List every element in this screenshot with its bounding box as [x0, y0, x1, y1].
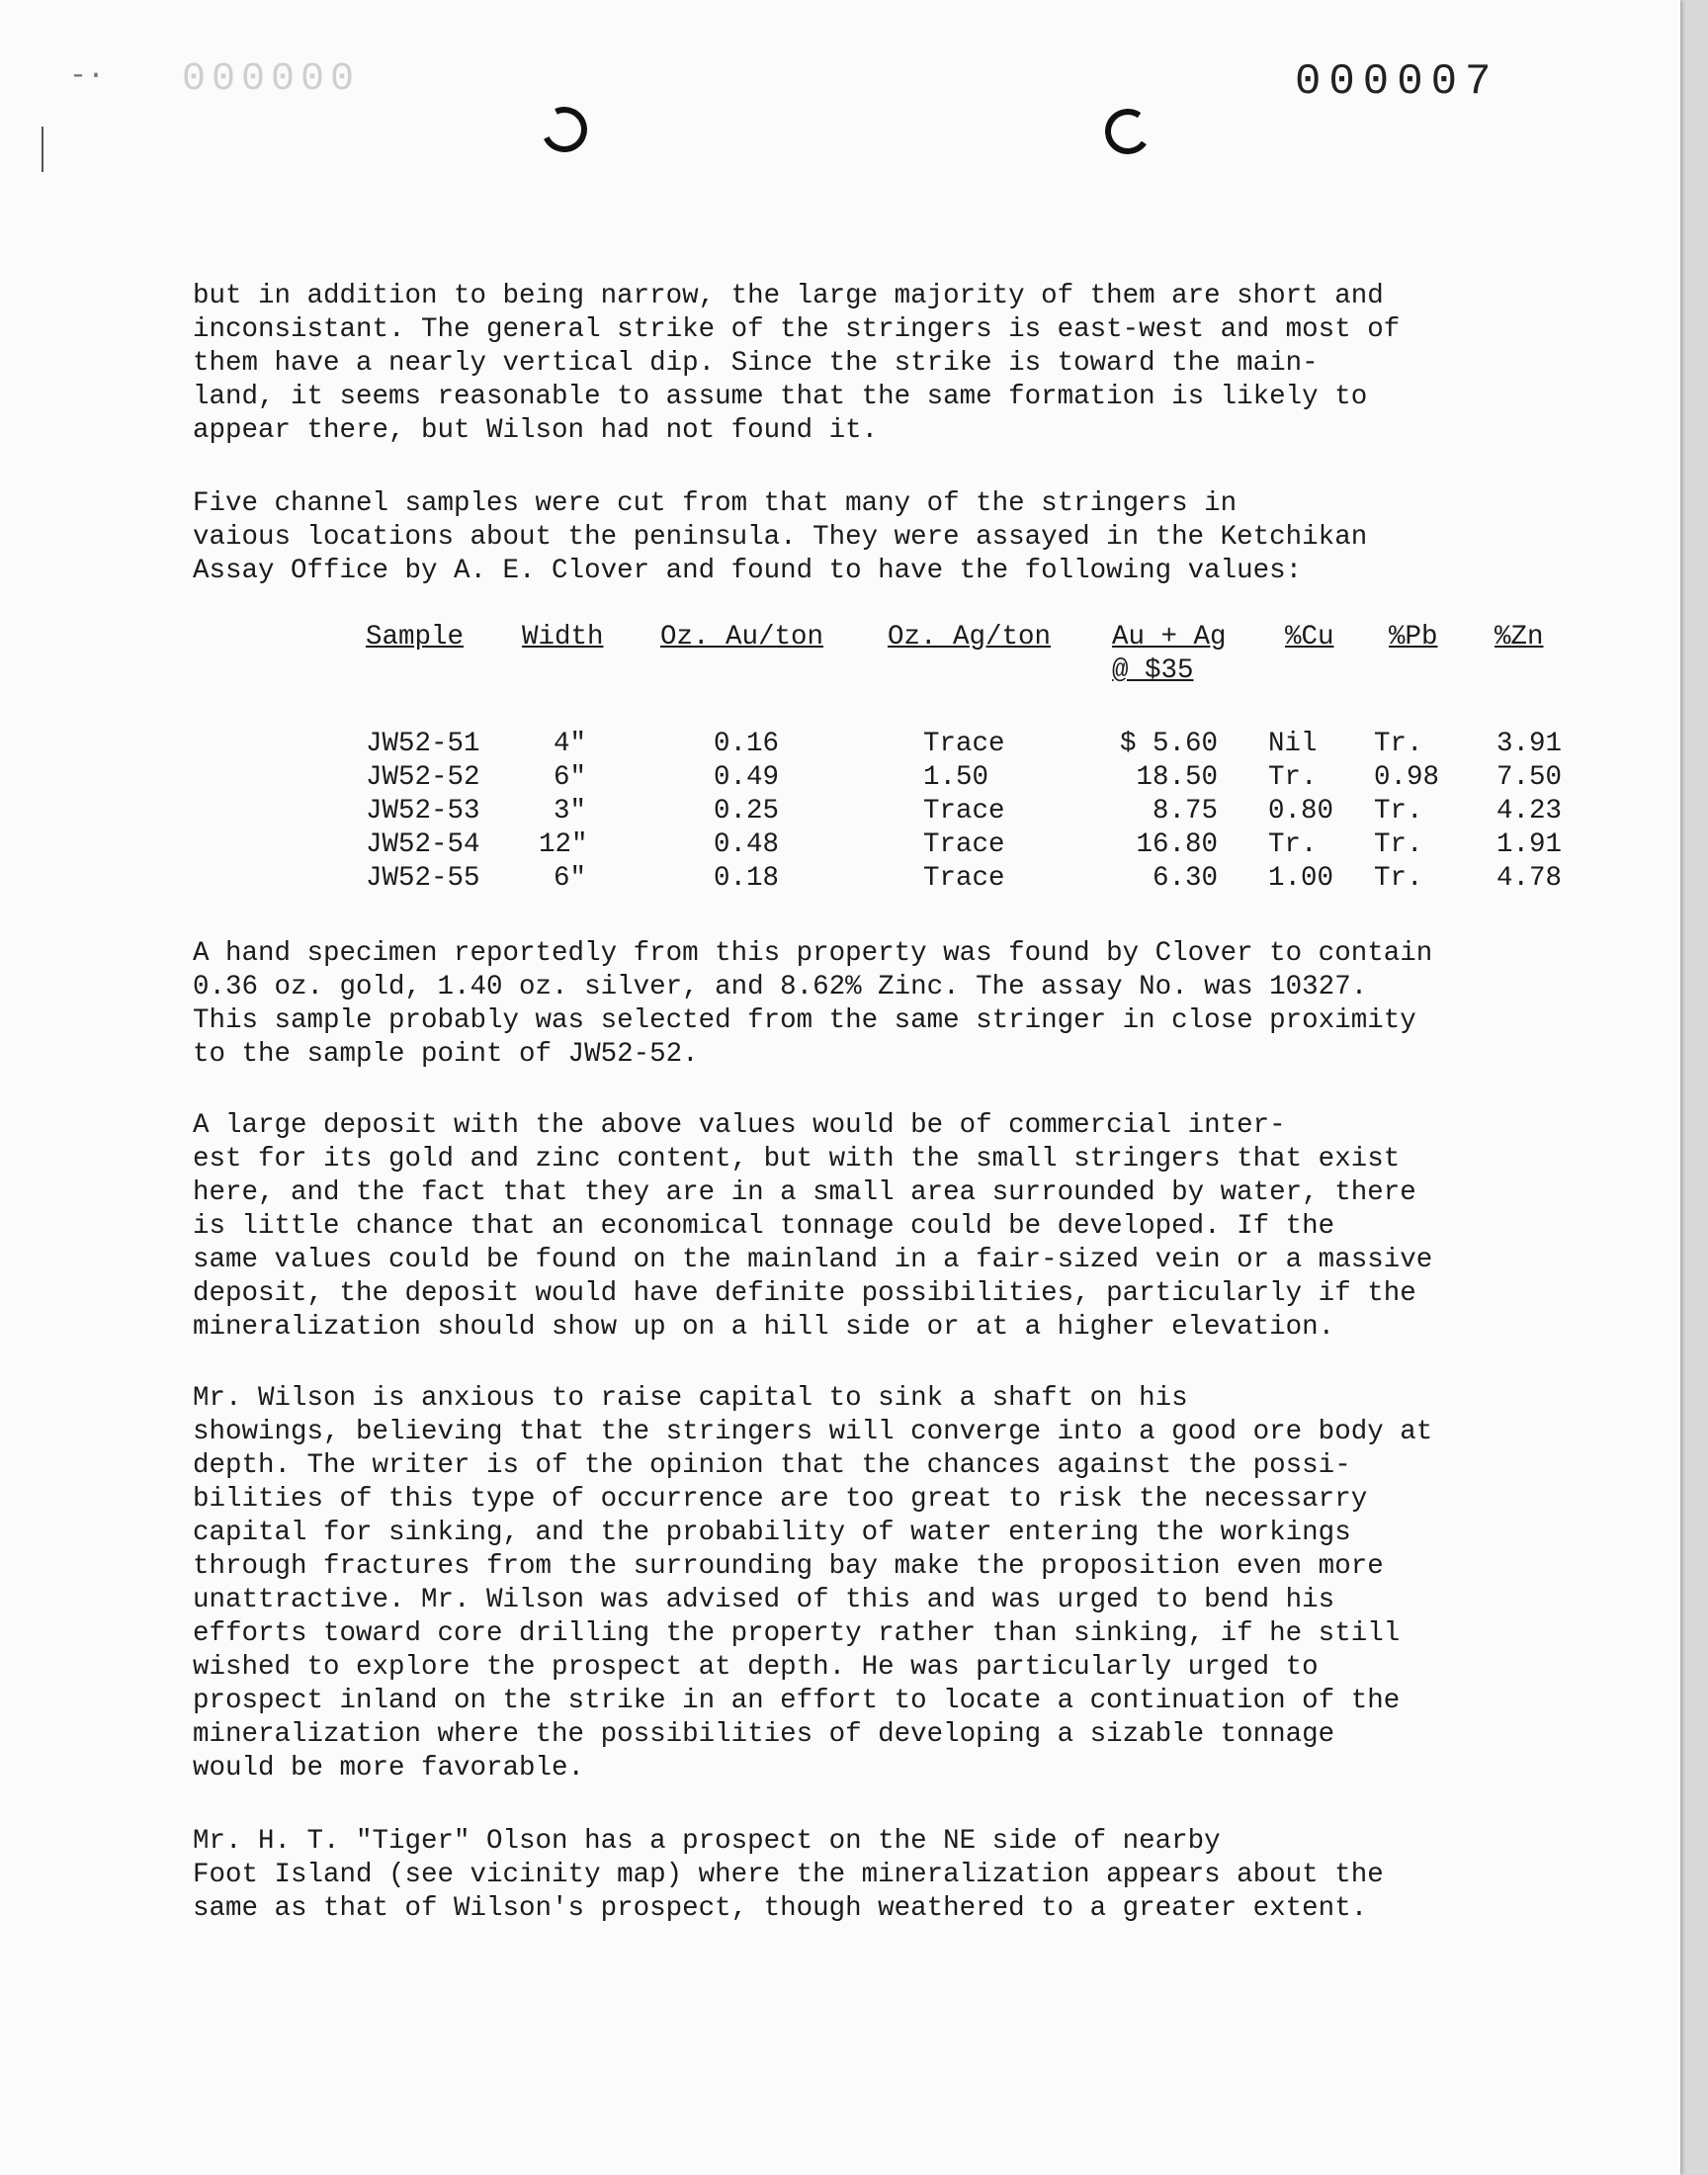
table-cell-value: 6.30	[1152, 863, 1218, 894]
table-cell-sample: JW52-55	[366, 863, 480, 894]
table-cell-au: 0.18	[714, 863, 780, 894]
table-cell-pb: Tr.	[1374, 829, 1423, 860]
table-cell-cu: 1.00	[1268, 863, 1334, 894]
table-cell-ag: Trace	[923, 863, 1005, 894]
table-cell-width: 6"	[554, 762, 587, 793]
table-cell-zn: 3.91	[1495, 729, 1562, 759]
table-header-zn: %Zn	[1494, 622, 1544, 652]
table-cell-au: 0.48	[714, 829, 780, 860]
table-header-sample: Sample	[366, 622, 465, 652]
table-cell-sample: JW52-52	[366, 762, 480, 793]
table-cell-au: 0.49	[714, 762, 780, 793]
table-cell-value: 8.75	[1152, 796, 1218, 826]
table-cell-value: $ 5.60	[1119, 729, 1218, 759]
table-header-au-ag: Au + Ag	[1112, 622, 1227, 652]
table-cell-cu: Nil	[1268, 729, 1318, 759]
table-cell-au: 0.16	[714, 729, 780, 759]
table-cell-au: 0.25	[714, 796, 780, 826]
table-cell-sample: JW52-51	[366, 729, 480, 759]
paragraph-wilson-capital: Mr. Wilson is anxious to raise capital to sink a shaft on his showings, believing that the stringers will converge into a good ore body at depth. The writer is of the opinion that the chances against the possi- bilities of this type of occurrence are too great to risk the necessarry capital for sinking, and the probability of water entering the workings through fractures from the surrounding bay make the proposition even more unattractive. Mr. Wilson was advised of this and was urged to bend his efforts toward core drilling the property rather than sinking, if he still wished to explore the prospect at depth. He was particularly urged to prospect inland on the strike in an effort to locate a continuation of the mineralization where the possibilities of developing a sizable tonnage would be more favorable.	[193, 1383, 1433, 1784]
table-cell-pb: Tr.	[1374, 863, 1423, 894]
table-cell-cu: Tr.	[1268, 762, 1318, 793]
table-cell-width: 3"	[554, 796, 587, 826]
table-cell-zn: 4.23	[1495, 796, 1562, 826]
paragraph-deposit-assessment: A large deposit with the above values would be of commercial inter- est for its gold and zinc content, but with the small stringers that exist here, and the fact that they are in a small area surrounded by water, there is little chance that an economical tonnage could be developed. If the same values could be found on the mainland in a fair-sized vein or a massive deposit, the deposit would have definite possibilities, particularly if the mineralization should show up on a hill side or at a higher elevation.	[193, 1110, 1433, 1343]
table-header-ag: Oz. Ag/ton	[888, 622, 1052, 652]
paragraph-hand-specimen: A hand specimen reportedly from this property was found by Clover to contain 0.36 oz. gold, 1.40 oz. silver, and 8.62% Zinc. The assay No. was 10327. This sample probably was selected from the same stringer in close proximity to the sample point of JW52-52.	[193, 938, 1433, 1070]
table-header-cu: %Cu	[1285, 622, 1334, 652]
table-cell-cu: 0.80	[1268, 796, 1334, 826]
table-cell-ag: Trace	[923, 829, 1005, 860]
table-cell-value: 16.80	[1136, 829, 1218, 860]
table-cell-ag: Trace	[923, 729, 1005, 759]
punch-hole-icon	[1101, 105, 1153, 157]
table-cell-width: 12"	[539, 829, 588, 860]
table-cell-sample: JW52-54	[366, 829, 480, 860]
margin-tick	[42, 127, 43, 172]
page-number: 000007	[1295, 57, 1499, 107]
table-cell-zn: 4.78	[1495, 863, 1562, 894]
paragraph-stringers: but in addition to being narrow, the large majority of them are short and inconsistant. The general strike of the stringers is east-west and most of them have a nearly vertical dip. Since the strike is toward the main- land, it seems reasonable to assume that the same formation is likely to appear there, but Wilson had not found it.	[193, 281, 1401, 446]
table-header-pb: %Pb	[1389, 622, 1438, 652]
table-cell-pb: Tr.	[1374, 729, 1423, 759]
table-cell-zn: 7.50	[1495, 762, 1562, 793]
table-cell-cu: Tr.	[1268, 829, 1318, 860]
paragraph-channel-samples: Five channel samples were cut from that many of the stringers in vaious locations about the peninsula. They were assayed in the Ketchikan Assay Office by A. E. Clover and found to have the following values:	[193, 488, 1368, 586]
table-cell-value: 18.50	[1136, 762, 1218, 793]
table-cell-zn: 1.91	[1495, 829, 1562, 860]
margin-mark: -·	[69, 59, 106, 93]
punch-hole-icon	[536, 101, 594, 159]
table-header-au-ag-price: @ $35	[1112, 655, 1194, 686]
bleed-through-number: 000000	[182, 57, 361, 102]
table-cell-width: 4"	[554, 729, 587, 759]
table-cell-pb: 0.98	[1374, 762, 1440, 793]
table-cell-ag: 1.50	[923, 762, 989, 793]
table-cell-pb: Tr.	[1374, 796, 1423, 826]
table-cell-ag: Trace	[923, 796, 1005, 826]
table-header-width: Width	[522, 622, 604, 652]
table-header-au: Oz. Au/ton	[660, 622, 824, 652]
table-cell-width: 6"	[554, 863, 587, 894]
paragraph-olson-prospect: Mr. H. T. "Tiger" Olson has a prospect on the NE side of nearby Foot Island (see vicinity map) where the mineralization appears about the same as that of Wilson's prospect, though weathered to a greater extent.	[193, 1826, 1384, 1924]
table-cell-sample: JW52-53	[366, 796, 480, 826]
